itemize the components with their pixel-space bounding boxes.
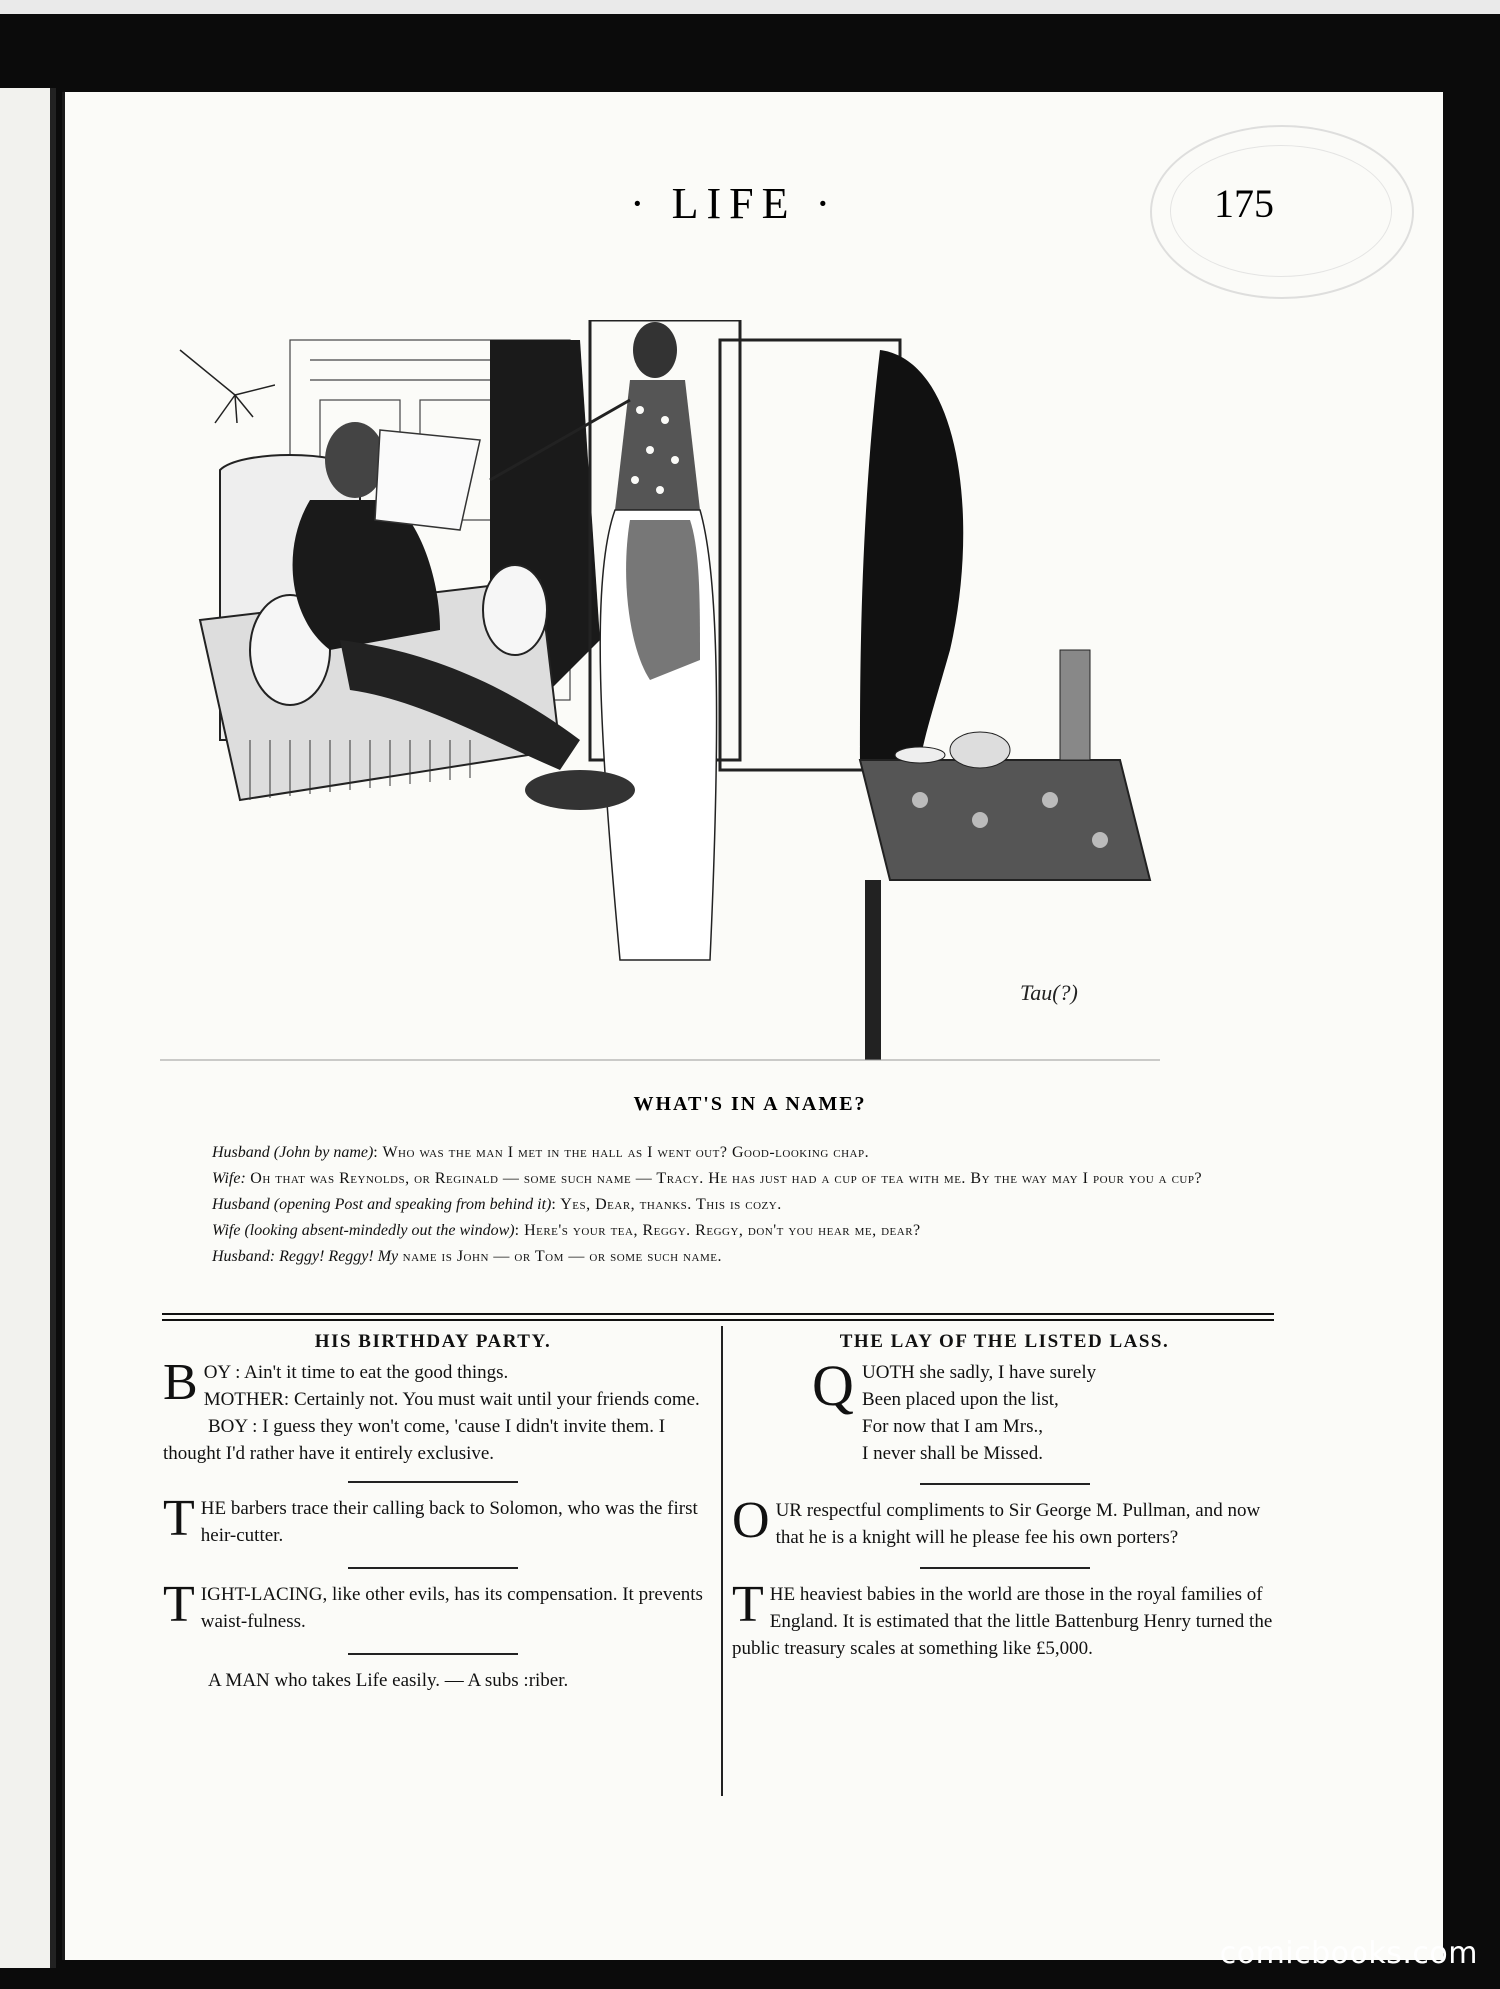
drop-cap: O: [732, 1492, 770, 1549]
drop-cap: T: [163, 1490, 195, 1547]
drop-cap: T: [163, 1576, 195, 1633]
drop-cap: T: [732, 1576, 764, 1633]
artist-signature: Tau(?): [1020, 980, 1078, 1005]
dialogue-line: Husband: Reggy! Reggy! My name is John — or Tom — or some such name.: [212, 1248, 722, 1265]
short-rule: [920, 1567, 1090, 1569]
royal-babies-joke: THE heaviest babies in the world are those in the royal families of England. It is estimated that the little Battenburg Henry turned the public treasury scales at something like £5,000.: [732, 1576, 1273, 1659]
right-column: [732, 1328, 1277, 1662]
cartoon-title: WHAT'S IN A NAME?: [633, 1093, 867, 1115]
birthday-party-heading: HIS BIRTHDAY PARTY.: [314, 1331, 552, 1352]
cartoon-dialogue: [160, 1140, 1280, 1270]
dialogue-line: Husband (John by name): Who was the man I met in the hall as I went out? Good-looking chap.: [212, 1144, 870, 1161]
short-rule: [920, 1483, 1090, 1485]
watermark-brand: comicbooks.com: [1219, 1936, 1478, 1971]
subscriber-joke: A MAN who takes Life easily. — A subs :riber.: [208, 1670, 569, 1691]
dialogue-line: Wife: Oh that was Reynolds, or Reginald — some such name — Tracy. He has just had a cup of tea with me. By the way may I pour you a cup?: [212, 1170, 1203, 1187]
top-scan-strip: [0, 0, 1500, 14]
short-rule: [348, 1567, 518, 1569]
previous-page-edge: [0, 88, 56, 1968]
dialogue-line: Husband (opening Post and speaking from behind it): Yes, Dear, thanks. This is cozy.: [212, 1196, 782, 1213]
left-column: [163, 1328, 703, 1694]
drop-cap: B: [163, 1354, 198, 1411]
pullman-joke: OUR respectful compliments to Sir George M. Pullman, and now that he is a knight will he please fee his own porters?: [732, 1492, 1261, 1549]
birthday-party-text: BOY : Ain't it time to eat the good things. MOTHER: Certainly not. You must wait until your friends come.: [163, 1354, 700, 1411]
library-stamp-inner: [1170, 145, 1392, 277]
drop-cap: Q: [812, 1353, 854, 1418]
birthday-party-text-2: BOY : I guess they won't come, 'cause I didn't invite them. I thought I'd rather have it entirely exclusive.: [163, 1416, 666, 1464]
listed-lass-poem: Q UOTH she sadly, I have surely Been placed upon the list, For now that I am Mrs., I never shall be Missed.: [812, 1353, 1097, 1464]
tight-lacing-joke: TIGHT-LACING, like other evils, has its compensation. It prevents waist-fulness.: [163, 1576, 703, 1633]
listed-lass-heading: THE LAY OF THE LISTED LASS.: [839, 1331, 1170, 1352]
section-divider: [162, 1313, 1274, 1321]
column-divider: [721, 1326, 723, 1796]
dialogue-line: Wife (looking absent-mindedly out the window): Here's your tea, Reggy. Reggy, don't you hear me, dear?: [212, 1222, 921, 1239]
cartoon-illustration: [160, 320, 1160, 1080]
barbers-joke: THE barbers trace their calling back to Solomon, who was the first heir-cutter.: [163, 1490, 698, 1547]
page-number: 175: [1214, 181, 1274, 226]
short-rule: [348, 1481, 518, 1483]
short-rule: [348, 1653, 518, 1655]
magazine-title: · LIFE ·: [630, 179, 839, 228]
